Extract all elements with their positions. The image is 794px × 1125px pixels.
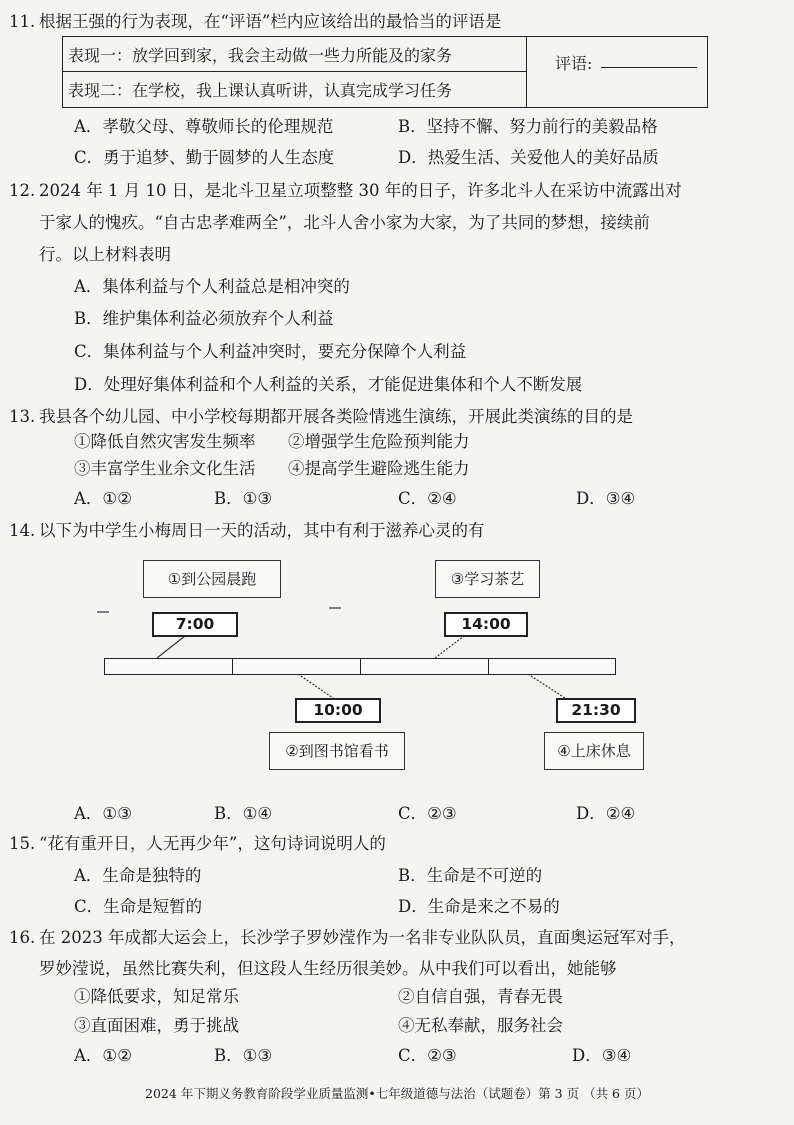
q16-stem-line-2: 罗妙滢说，虽然比赛失利，但这段人生经历很美妙。从中我们可以看出，她能够 [39, 959, 617, 978]
q12-stem-line-1: 12. 2024 年 1 月 10 日，是北斗卫星立项整整 30 年的日子，许多北斗人在采访中流露出对 [9, 181, 682, 200]
q13-option-a[interactable]: A．①② [74, 489, 133, 508]
q14-option-a[interactable]: A．①③ [74, 804, 133, 823]
page-footer: 2024 年下期义务教育阶段学业质量监测•七年级道德与法治（试题卷）第 3 页 （共 6 页） [145, 1086, 649, 1101]
q16-option-b[interactable]: B．①③ [214, 1046, 273, 1065]
q15-stem: 15. “花有重开日，人无再少年”，这句诗词说明人的 [9, 834, 386, 853]
q16-item-4: ④无私奉献，服务社会 [398, 1016, 563, 1035]
q14-time-2: 10:00 [295, 698, 381, 723]
q14-option-b[interactable]: B．①④ [214, 804, 273, 823]
q11-row-2: 表现二：在学校，我上课认真听讲，认真完成学习任务 [63, 72, 527, 107]
q12-stem-line-2: 于家人的愧疚。“自古忠孝难两全”，北斗人舍小家为大家，为了共同的梦想，接续前 [39, 213, 650, 232]
q11-option-a[interactable]: A．孝敬父母、尊敬师长的伦理规范 [74, 117, 334, 136]
q13-item-2: ②增强学生危险预判能力 [288, 432, 470, 451]
q13-item-1: ①降低自然灾害发生频率 [74, 432, 256, 451]
q12-option-b[interactable]: B．维护集体利益必须放弃个人利益 [74, 309, 334, 328]
q14-activity-3: ③学习茶艺 [435, 560, 540, 598]
q14-time-4: 21:30 [556, 698, 636, 723]
q14-activity-4: ④上床休息 [544, 732, 644, 770]
q13-option-c[interactable]: C．②④ [398, 489, 457, 508]
q13-number: 13. [9, 407, 36, 426]
q13-stem: 13. 我县各个幼儿园、中小学校每期都开展各类险情逃生演练，开展此类演练的目的是 [9, 407, 633, 426]
q11-comment-blank [601, 67, 697, 68]
q12-stem-line-3: 行。以上材料表明 [39, 245, 171, 264]
q16-number: 16. [9, 928, 36, 947]
q11-option-b[interactable]: B．坚持不懈、努力前行的美毅品格 [398, 117, 658, 136]
q13-item-4: ④提高学生避险逃生能力 [288, 459, 470, 478]
q14-option-d[interactable]: D．②④ [576, 804, 636, 823]
q11-table [62, 36, 708, 108]
q11-comment-label: 评语: [555, 54, 593, 73]
q15-option-b[interactable]: B．生命是不可逆的 [398, 866, 543, 885]
q16-option-c[interactable]: C．②③ [398, 1046, 457, 1065]
q13-option-b[interactable]: B．①③ [214, 489, 273, 508]
q14-time-3: 14:00 [444, 612, 528, 637]
q13-option-d[interactable]: D．③④ [576, 489, 636, 508]
q15-option-c[interactable]: C．生命是短暂的 [74, 897, 203, 916]
q14-activity-1: ①到公园晨跑 [143, 560, 281, 598]
q14-stem: 14. 以下为中学生小梅周日一天的活动，其中有利于滋养心灵的有 [9, 521, 485, 540]
q12-option-a[interactable]: A．集体利益与个人利益总是相冲突的 [74, 277, 350, 296]
timeline-segment-1 [104, 658, 234, 675]
q15-option-a[interactable]: A．生命是独特的 [74, 866, 202, 885]
q15-option-d[interactable]: D．生命是来之不易的 [398, 897, 560, 916]
q11-stem: 11. 根据王强的行为表现，在“评语”栏内应该给出的最恰当的评语是 [9, 12, 502, 31]
timeline-segment-4 [488, 658, 616, 675]
q16-option-d[interactable]: D．③④ [572, 1046, 632, 1065]
q14-activity-2: ②到图书馆看书 [269, 732, 405, 770]
q14-number: 14. [9, 521, 36, 540]
q16-item-2: ②自信自强，青春无畏 [398, 987, 563, 1006]
q14-option-c[interactable]: C．②③ [398, 804, 457, 823]
q11-option-c[interactable]: C．勇于追梦、勤于圆梦的人生态度 [74, 148, 335, 167]
q11-comment-cell [527, 37, 707, 107]
q16-item-3: ③直面困难，勇于挑战 [74, 1016, 239, 1035]
timeline-segment-3 [360, 658, 490, 675]
q12-option-c[interactable]: C．集体利益与个人利益冲突时，要充分保障个人利益 [74, 342, 467, 361]
q14-time-1: 7:00 [152, 612, 238, 637]
q16-stem-line-1: 16. 在 2023 年成都大运会上，长沙学子罗妙滢作为一名非专业队队员，直面奥运冠军对手， [9, 928, 686, 947]
q13-item-3: ③丰富学生业余文化生活 [74, 459, 256, 478]
q16-option-a[interactable]: A．①② [74, 1046, 133, 1065]
q11-number: 11. [9, 12, 36, 31]
q16-item-1: ①降低要求，知足常乐 [74, 987, 239, 1006]
q15-number: 15. [9, 834, 36, 853]
q12-number: 12. [9, 181, 36, 200]
q11-row-1: 表现一：放学回到家，我会主动做一些力所能及的家务 [63, 37, 527, 72]
q11-option-d[interactable]: D．热爱生活、关爱他人的美好品质 [398, 148, 659, 167]
q12-option-d[interactable]: D．处理好集体利益和个人利益的关系，才能促进集体和个人不断发展 [74, 375, 583, 394]
timeline-segment-2 [232, 658, 362, 675]
